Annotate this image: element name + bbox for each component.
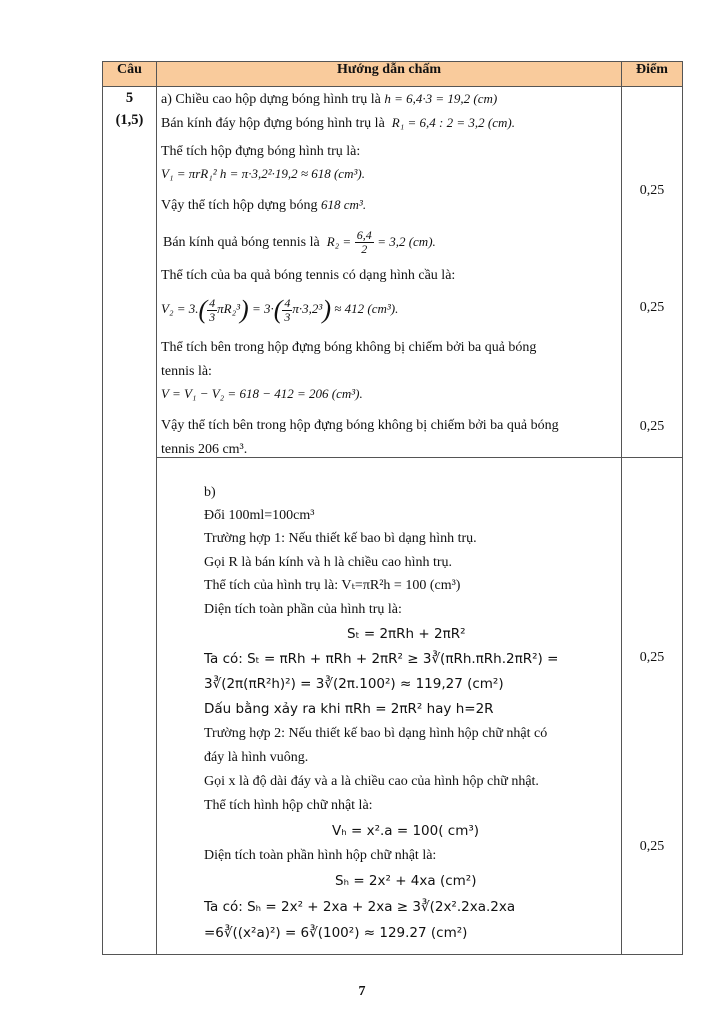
a-line-9: Vậy thể tích bên trong hộp đựng bóng không bị chiếm bởi ba quả bóng (161, 418, 559, 433)
points-part-b (622, 458, 683, 955)
b-line-1: b) (204, 485, 216, 500)
b-line-6: Diện tích toàn phần của hình trụ là: (204, 602, 402, 617)
question-total: (1,5) (115, 112, 144, 128)
a-line-7: Thể tích bên trong hộp đựng bóng không bị chiếm bởi ba quả bóng (161, 340, 537, 355)
a-formula-v1: V₁ = πrR₁² h = π·3,2²·19,2 ≈ 618 (cm³). (161, 166, 365, 181)
grading-table (102, 61, 683, 955)
b-line-8: 3∛(2π(πR²h)²) = 3∛(2π.100²) ≈ 119,27 (cm²) (204, 676, 504, 692)
a-line-8: tennis là: (161, 364, 212, 379)
b-line-7: Ta có: Sₜ = πRh + πRh + 2πR² ≥ 3∛(πRh.πRh.2πR²) = (204, 651, 559, 667)
header-guide: Hướng dẫn chấm (157, 62, 622, 87)
points-part-a (622, 87, 683, 458)
b-line-2: Đổi 100ml=100cm³ (204, 508, 315, 523)
a-line-5: Bán kính quả bóng tennis là R₂ = $\frac{6,4}{2}$ = 3,2 (cm). (163, 228, 436, 257)
a-line-6: Thể tích của ba quả bóng tennis có dạng hình cầu là: (161, 268, 456, 283)
row-part-b (103, 458, 683, 955)
a-line-3: Thể tích hộp đựng bóng hình trụ là: (161, 144, 361, 159)
b-line-14: Diện tích toàn phần hình hộp chữ nhật là: (204, 848, 437, 863)
a-line-2: Bán kính đáy hộp đựng bóng hình trụ là R₁ = 6,4 : 2 = 3,2 (cm). (161, 115, 515, 131)
row-part-a (103, 87, 683, 458)
points-b-2: 0,25 (639, 839, 665, 854)
points-b-1: 0,25 (639, 650, 665, 665)
b-line-13: Thể tích hình hộp chữ nhật là: (204, 798, 373, 813)
b-line-10: Trường hợp 2: Nếu thiết kế bao bì dạng hình hộp chữ nhật có (204, 726, 548, 741)
a-line-1: a) Chiều cao hộp dựng bóng hình trụ là h = 6,4·3 = 19,2 (cm) (161, 91, 498, 107)
table-header-row (103, 62, 683, 87)
question-cell (103, 87, 157, 955)
points-a-1: 0,25 (639, 183, 665, 198)
b-line-4: Gọi R là bán kính và h là chiều cao hình trụ. (204, 555, 453, 570)
a-line-10: tennis 206 cm³. (161, 442, 248, 457)
a-formula-v2: V₂ = 3.( $\frac{4}{3}$ πR₂³) = 3·( $\frac{4}{3}$ π·3,2³) ≈ 412 (cm³). (161, 295, 399, 325)
page-number: 7 (358, 984, 366, 999)
question-number: 5 (125, 90, 134, 106)
header-question: Câu (103, 62, 157, 87)
b-formula-st: Sₜ = 2πRh + 2πR² (347, 626, 466, 642)
points-a-3: 0,25 (639, 419, 665, 434)
b-line-16: =6∛((x²a)²) = 6∛(100²) ≈ 129.27 (cm²) (204, 925, 468, 941)
b-line-12: Gọi x là độ dài đáy và a là chiều cao của hình hộp chữ nhật. (204, 774, 539, 789)
guide-part-b (157, 458, 622, 955)
b-formula-vh: Vₕ = x².a = 100( cm³) (332, 823, 480, 839)
b-line-15: Ta có: Sₕ = 2x² + 2xa + 2xa ≥ 3∛(2x².2xa.2xa (204, 899, 516, 915)
b-line-3: Trường hợp 1: Nếu thiết kế bao bì dạng hình trụ. (204, 531, 477, 546)
b-line-11: đáy là hình vuông. (204, 750, 309, 765)
b-line-9: Dấu bằng xảy ra khi πRh = 2πR² hay h=2R (204, 701, 494, 717)
a-line-4: Vậy thể tích hộp dựng bóng 618 cm³. (161, 197, 367, 213)
b-line-5: Thể tích của hình trụ là: Vₜ=πR²h = 100 (cm³) (204, 578, 461, 593)
header-points: Điểm (622, 62, 683, 87)
guide-part-a (157, 87, 622, 458)
b-formula-sh: Sₕ = 2x² + 4xa (cm²) (335, 873, 477, 889)
a-formula-v: V = V₁ − V₂ = 618 − 412 = 206 (cm³). (161, 386, 363, 401)
points-a-2: 0,25 (639, 300, 665, 315)
